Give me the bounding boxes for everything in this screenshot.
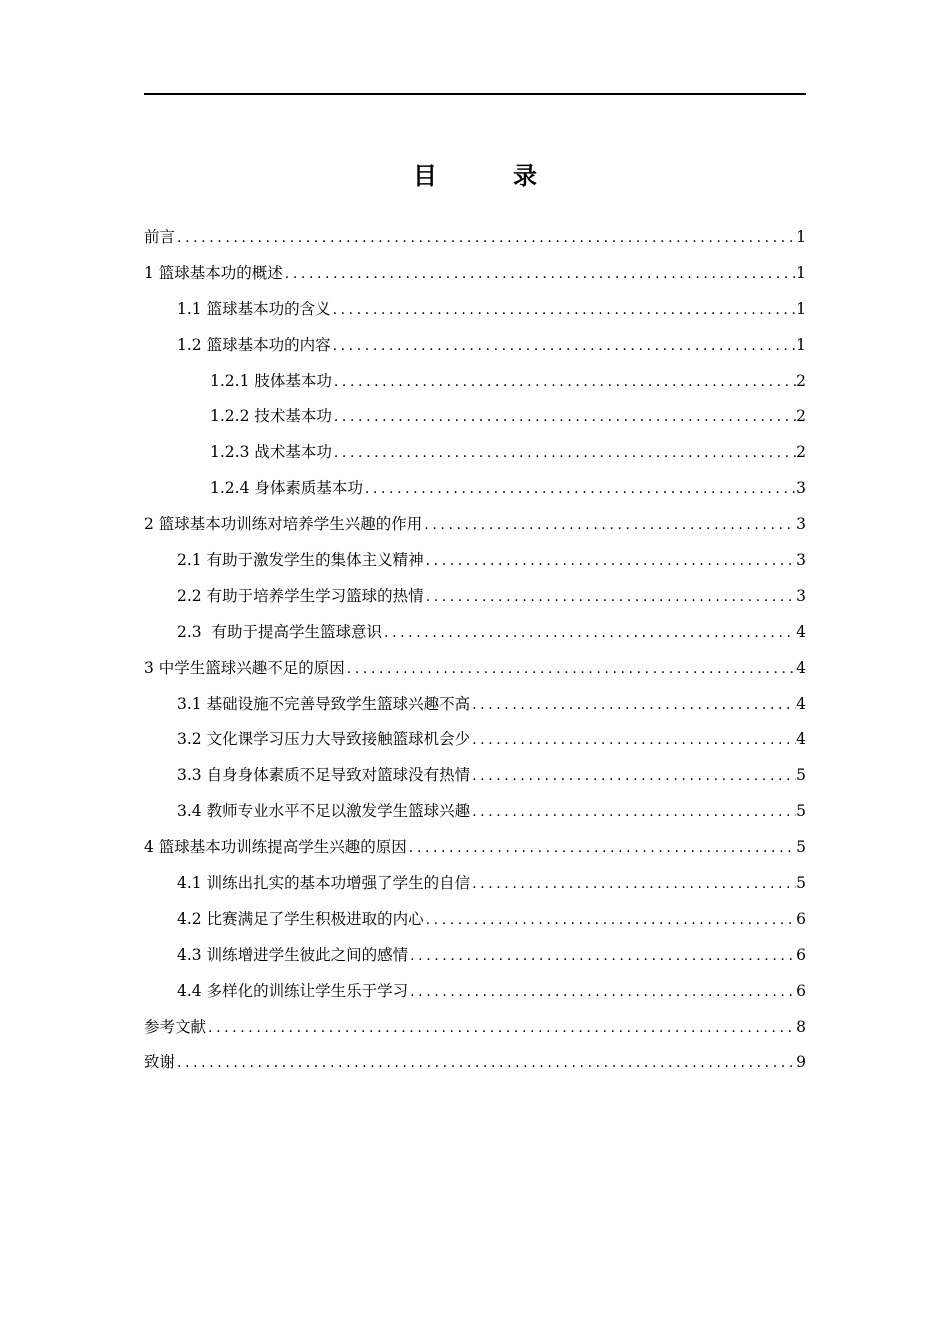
toc-entry-label: 2.3 有助于提高学生篮球意识 [177,622,383,641]
toc-entry-label: 4.1 训练出扎实的基本功增强了学生的自信 [177,874,471,893]
toc-dot-leader [175,1046,796,1082]
toc-entry[interactable] [144,651,806,687]
toc-entry-label: 1.1 篮球基本功的含义 [177,299,331,318]
toc-entry-label: 1 篮球基本功的概述 [144,263,283,282]
toc-entry-label: 参考文献 [144,1017,207,1036]
toc-dot-leader [408,975,796,1011]
toc-entry-label: 前言 [144,228,176,246]
toc-entry[interactable] [144,758,806,794]
toc-entry-page: 5 [796,874,806,893]
toc-entry-page: 6 [796,945,806,964]
toc-entry-label: 致谢 [144,1053,176,1072]
toc-dot-leader [422,508,796,544]
toc-dot-leader [332,365,796,401]
toc-entry[interactable] [144,615,806,651]
toc-list [144,220,806,1081]
toc-entry[interactable] [144,794,806,830]
toc-entry-label: 4.2 比赛满足了学生积极进取的内心 [177,909,424,928]
toc-entry[interactable] [144,220,806,256]
toc-entry-page: 3 [796,586,806,605]
toc-dot-leader [345,652,796,688]
toc-entry[interactable] [144,292,806,328]
toc-entry-label: 2.2 有助于培养学生学习篮球的热情 [177,586,424,605]
toc-dot-leader [424,580,797,616]
toc-entry[interactable] [144,938,806,974]
toc-entry[interactable] [144,866,806,902]
toc-entry-page: 5 [796,802,806,821]
toc-entry-label: 1.2.3 战术基本功 [210,443,332,462]
toc-entry-page: 5 [796,766,806,785]
toc-dot-leader [470,688,796,724]
toc-entry-label: 4.4 多样化的训练让学生乐于学习 [177,981,409,1000]
toc-entry-page: 1 [796,299,806,318]
toc-entry[interactable] [144,579,806,615]
toc-entry[interactable] [144,471,806,507]
toc-entry[interactable] [144,256,806,292]
toc-entry[interactable] [144,687,806,723]
toc-entry-page: 1 [796,228,806,246]
toc-entry[interactable] [144,543,806,579]
toc-title: 目 录 [413,162,563,190]
toc-entry-label: 1.2 篮球基本功的内容 [177,335,331,354]
toc-entry-page: 2 [796,443,806,462]
toc-entry-page: 6 [796,909,806,928]
toc-dot-leader [407,831,796,867]
toc-entry-label: 3.1 基础设施不完善导致学生篮球兴趣不高 [177,694,471,713]
toc-entry-page: 1 [796,335,806,354]
toc-entry-page: 3 [796,551,806,570]
toc-dot-leader [332,436,796,472]
toc-dot-leader [382,616,796,652]
toc-entry-label: 3 中学生篮球兴趣不足的原因 [144,658,345,677]
toc-entry[interactable] [144,902,806,938]
toc-entry[interactable] [144,435,806,471]
toc-dot-leader [424,903,797,939]
toc-entry-page: 9 [796,1053,806,1072]
toc-dot-leader [470,723,796,759]
toc-dot-leader [175,221,796,257]
toc-entry-page: 4 [796,622,806,641]
toc-dot-leader [408,939,796,975]
toc-dot-leader [331,329,797,365]
toc-entry-page: 4 [796,694,806,713]
toc-entry[interactable] [144,1045,806,1081]
toc-entry-page: 5 [796,838,806,857]
toc-entry-page: 3 [796,479,806,498]
toc-entry-page: 6 [796,981,806,1000]
toc-entry[interactable] [144,507,806,543]
toc-entry-page: 2 [796,407,806,426]
toc-entry[interactable] [144,328,806,364]
toc-entry-label: 2 篮球基本功训练对培养学生兴趣的作用 [144,515,423,534]
toc-dot-leader [206,1011,796,1047]
toc-dot-leader [470,795,796,831]
toc-entry-page: 8 [796,1017,806,1036]
toc-dot-leader [283,257,796,293]
toc-dot-leader [470,867,796,903]
toc-entry-label: 3.2 文化课学习压力大导致接触篮球机会少 [177,730,471,749]
toc-entry[interactable] [144,830,806,866]
toc-entry-page: 1 [796,263,806,282]
toc-entry[interactable] [144,399,806,435]
toc-entry-label: 4 篮球基本功训练提高学生兴趣的原因 [144,838,407,857]
toc-entry[interactable] [144,364,806,400]
toc-entry-label: 1.2.4 身体素质基本功 [210,479,363,498]
toc-entry[interactable] [144,722,806,758]
toc-entry[interactable] [144,1010,806,1046]
toc-entry-label: 3.3 自身身体素质不足导致对篮球没有热情 [177,766,471,785]
toc-entry-page: 4 [796,730,806,749]
header-rule [144,93,806,95]
toc-dot-leader [363,472,796,508]
toc-entry-page: 3 [796,515,806,534]
toc-entry-page: 2 [796,371,806,390]
toc-dot-leader [332,400,796,436]
toc-dot-leader [424,544,797,580]
toc-entry-label: 1.2.2 技术基本功 [210,407,332,426]
toc-dot-leader [331,293,797,329]
toc-entry[interactable] [144,974,806,1010]
toc-dot-leader [470,759,796,795]
toc-entry-page: 4 [796,658,806,677]
toc-entry-label: 3.4 教师专业水平不足以激发学生篮球兴趣 [177,802,471,821]
toc-entry-label: 1.2.1 肢体基本功 [210,371,332,390]
toc-entry-label: 2.1 有助于激发学生的集体主义精神 [177,551,424,570]
toc-entry-label: 4.3 训练增进学生彼此之间的感情 [177,945,409,964]
